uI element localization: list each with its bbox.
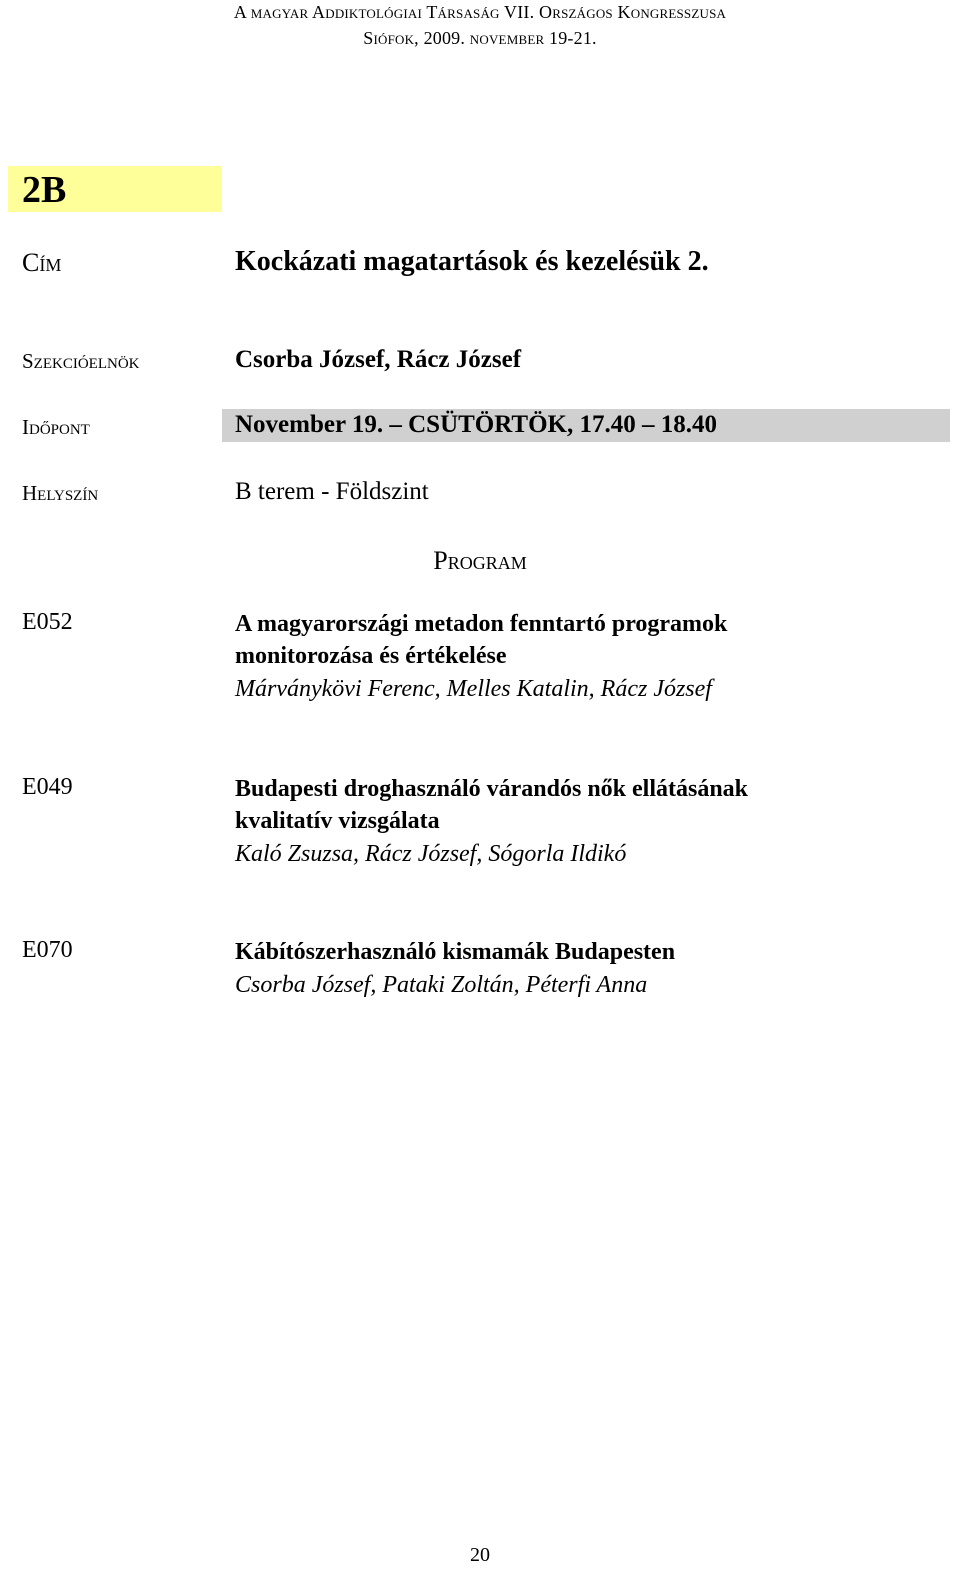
chairs-label: Szekcióelnök: [22, 349, 140, 373]
item-authors: Kaló Zsuzsa, Rácz József, Sógorla Ildikó: [235, 841, 627, 867]
item-title-line: Kábítószerhasználó kismamák Budapesten: [235, 939, 676, 965]
time-label: Időpont: [22, 415, 90, 439]
section-chairs: Csorba József, Rácz József: [235, 346, 522, 373]
page-number: 20: [470, 1544, 490, 1566]
title-label: Cím: [22, 248, 62, 277]
running-header-line1: A magyar Addiktológiai Társaság VII. Országos Kongresszusa: [233, 2, 727, 22]
item-code: E049: [22, 774, 73, 800]
section-code: 2B: [22, 169, 67, 211]
section-code-box: [8, 166, 222, 212]
section-time: November 19. – CSÜTÖRTÖK, 17.40 – 18.40: [235, 411, 717, 438]
program-heading: Program: [433, 546, 527, 575]
place-label: Helyszín: [22, 481, 99, 505]
item-code: E052: [22, 609, 73, 635]
section-place: B terem - Földszint: [235, 478, 429, 505]
item-authors: Márványkövi Ferenc, Melles Katalin, Rácz József: [235, 676, 712, 702]
item-code: E070: [22, 937, 73, 963]
running-header-line2: Siófok, 2009. november 19-21.: [363, 28, 597, 48]
item-title-line: kvalitatív vizsgálata: [235, 808, 440, 834]
section-title: Kockázati magatartások és kezelésük 2.: [235, 246, 709, 277]
item-title-line: monitorozása és értékelése: [235, 643, 507, 669]
item-title-line: Budapesti droghasználó várandós nők ellátásának: [235, 776, 749, 802]
item-authors: Csorba József, Pataki Zoltán, Péterfi Anna: [235, 972, 648, 998]
item-title-line: A magyarországi metadon fenntartó programok: [235, 611, 728, 637]
